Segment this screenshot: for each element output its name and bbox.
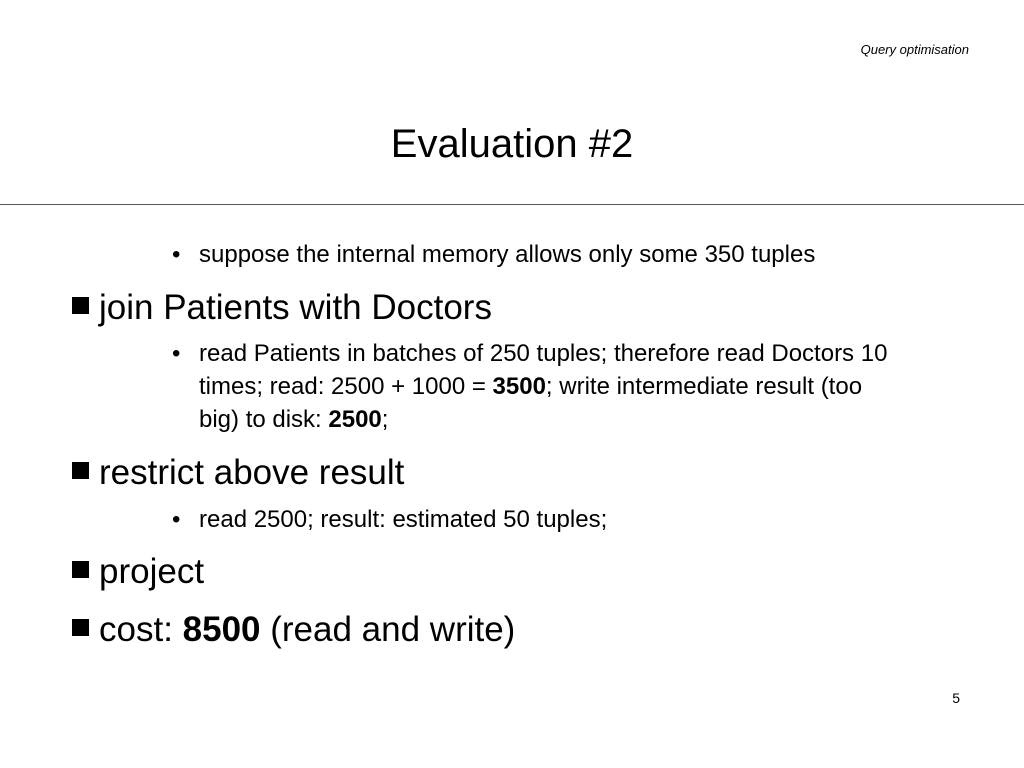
sub-bullet-text: suppose the internal memory allows only some 350 tuples [199,241,816,268]
main-bullet-cost [72,608,515,650]
bold-value: 3500 [492,373,546,400]
bold-value: 8500 [182,609,261,649]
header-label: Query optimisation [860,42,969,57]
main-bullet-text [99,610,515,649]
text-segment: (read and write) [260,609,516,649]
sub-bullet-batches [172,337,892,436]
text-segment: cost: [99,609,183,649]
main-bullet-join [72,286,492,328]
bold-value: 2500 [328,406,382,433]
main-bullet-project [72,550,204,592]
square-bullet-icon [72,561,89,578]
main-bullet-text: join Patients with Doctors [99,287,492,327]
page-number: 5 [952,690,960,706]
square-bullet-icon [72,462,89,479]
square-bullet-icon [72,297,89,314]
main-bullet-restrict [72,451,404,493]
sub-bullet-read [172,503,932,536]
bullet-dot-icon: • [172,340,181,367]
sub-bullet-text: read 2500; result: estimated 50 tuples; [199,506,608,533]
bullet-dot-icon: • [172,241,181,268]
text-segment: read Patients in batches of 250 tuples; therefore read Doctors 10 times; read: 2500 + 1000 = [199,340,888,400]
sub-bullet-memory [172,238,932,271]
main-bullet-text: restrict above result [99,452,405,492]
title-divider [0,204,1024,205]
sub-bullet-text [172,337,892,436]
square-bullet-icon [72,619,89,636]
text-segment: ; write intermediate result (too big) to disk: [199,373,863,433]
text-segment: ; [381,406,389,433]
slide-title: Evaluation #2 [390,122,634,166]
main-bullet-text: project [99,551,205,591]
bullet-dot-icon: • [172,506,181,533]
